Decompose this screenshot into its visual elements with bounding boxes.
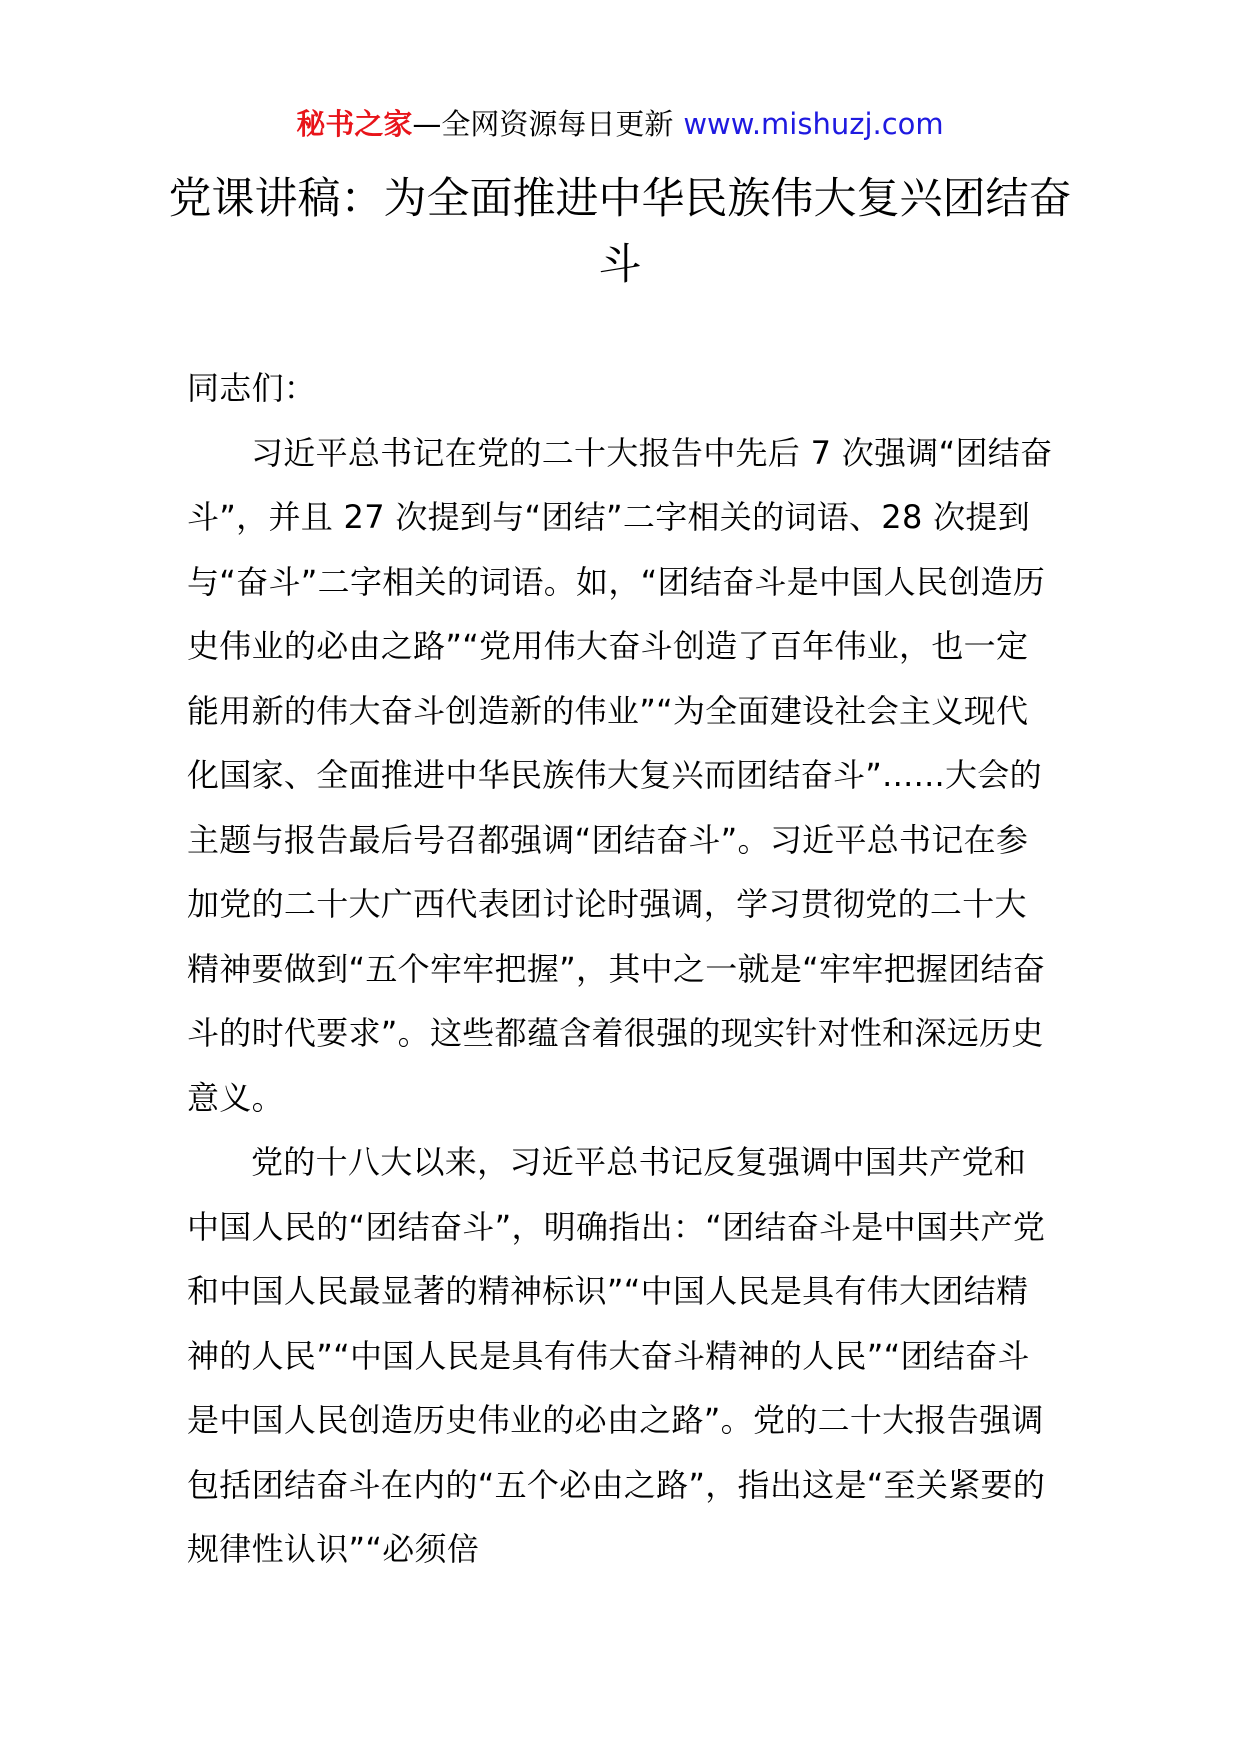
document-body	[187, 356, 1053, 1582]
site-header	[0, 104, 1240, 144]
brand-name: 秘书之家	[296, 107, 413, 141]
header-tagline: —全网资源每日更新	[412, 107, 674, 141]
body-paragraph-2: 党的十八大以来，习近平总书记反复强调中国共产党和中国人民的“团结奋斗”，明确指出：“团结奋斗是中国共产党和中国人民最显著的精神标识”“中国人民是具有伟大团结精神的人民”“中国人民是具有伟大奋斗精神的人民”“团结奋斗是中国人民创造历史伟业的必由之路”。党的二十大报告强调包括团结奋斗在内的“五个必由之路”，指出这是“至关紧要的规律性认识”“必须倍	[187, 1143, 1046, 1568]
website-link[interactable]: www.mishuzj.com	[683, 107, 944, 141]
salutation: 同志们：	[187, 369, 317, 407]
document-title: 党课讲稿：为全面推进中华民族伟大复兴团结奋斗	[168, 174, 1072, 290]
body-paragraph-1: 习近平总书记在党的二十大报告中先后 7 次强调“团结奋斗”，并且 27 次提到与“团结”二字相关的词语、28 次提到与“奋斗”二字相关的词语。如，“团结奋斗是中国人民创造历史伟业的必由之路”“党用伟大奋斗创造了百年伟业，也一定能用新的伟大奋斗创造新的伟业”“为全面建设社会主义现代化国家、全面推进中华民族伟大复兴而团结奋斗”......大会的主题与报告最后号召都强调“团结奋斗”。习近平总书记在参加党的二十大广西代表团讨论时强调，学习贯彻党的二十大精神要做到“五个牢牢把握”，其中之一就是“牢牢把握团结奋斗的时代要求”。这些都蕴含着很强的现实针对性和深远历史意义。	[187, 433, 1053, 1117]
